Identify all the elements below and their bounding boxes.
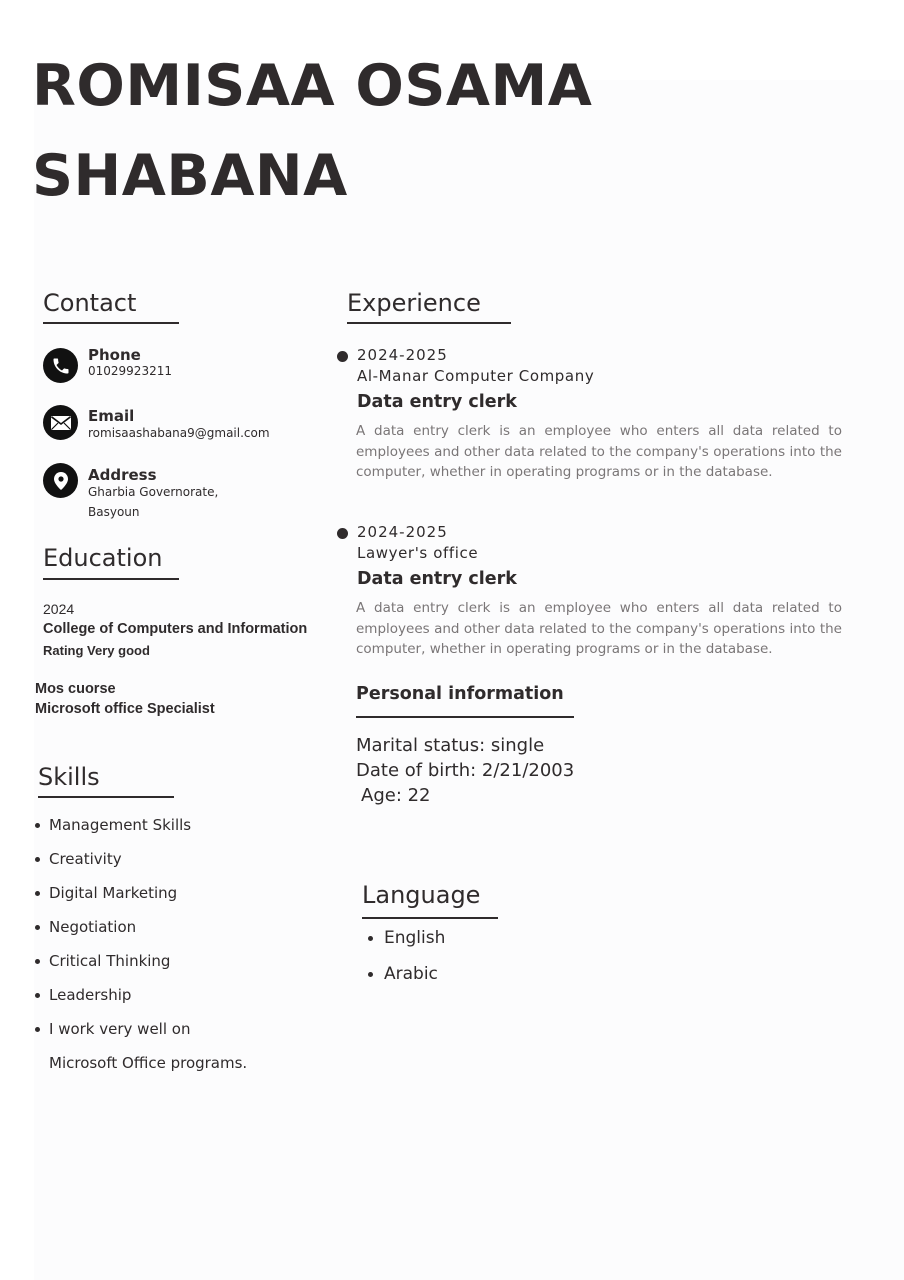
personal-info-heading: Personal information [356,684,564,704]
experience-company: Lawyer's office [357,544,479,562]
skill-item: Management Skills [35,816,191,834]
education-year: 2024 [43,601,75,617]
phone-icon [43,348,78,383]
bullet-dot [35,857,40,862]
skill-item: I work very well on [35,1020,190,1038]
bullet-dot [35,891,40,896]
full-name-line-2: SHABANA [32,143,348,209]
skill-item: Leadership [35,986,131,1004]
bullet-dot [368,972,373,977]
education-heading: Education [43,544,163,572]
skills-heading-rule [38,796,174,798]
bullet-dot [35,823,40,828]
language-heading-rule [362,917,498,919]
education-heading-rule [43,578,179,580]
timeline-dot [337,351,348,362]
location-pin-icon [43,463,78,498]
bullet-dot [35,1027,40,1032]
skill-item: Creativity [35,850,122,868]
email-value: romisaashabana9@gmail.com [88,426,270,440]
language-item: English [368,928,445,948]
marital-status: Marital status: single [356,735,545,756]
experience-heading-rule [347,322,511,324]
skill-item: Critical Thinking [35,952,170,970]
experience-heading: Experience [347,289,481,317]
date-of-birth: Date of birth: 2/21/2003 [356,760,575,781]
page-background [34,80,904,1280]
phone-label: Phone [88,346,141,364]
timeline-dot [337,528,348,539]
experience-role: Data entry clerk [357,392,517,412]
experience-years: 2024-2025 [357,523,448,541]
experience-role: Data entry clerk [357,569,517,589]
bullet-dot [35,925,40,930]
experience-years: 2024-2025 [357,346,448,364]
email-label: Email [88,407,135,425]
bullet-dot [368,936,373,941]
phone-value: 01029923211 [88,364,172,378]
bullet-dot [35,959,40,964]
language-heading: Language [362,881,481,909]
language-item: Arabic [368,964,438,984]
skill-item: Negotiation [35,918,136,936]
age: Age: 22 [361,785,431,806]
course-title: Mos cuorse [35,681,116,697]
skill-item: Digital Marketing [35,884,177,902]
bullet-dot [35,993,40,998]
education-school: College of Computers and Information [43,621,308,637]
contact-heading: Contact [43,289,137,317]
full-name-line-1: ROMISAA OSAMA [32,53,593,119]
envelope-icon [43,405,78,440]
course-name: Microsoft office Specialist [35,701,215,717]
experience-description: A data entry clerk is an employee who enters all data related to employees and other data related to the company's operations into the computer, whether in operating programs or in the database. [356,423,842,480]
skill-item-continuation: Microsoft Office programs. [49,1054,248,1072]
education-rating: Rating Very good [43,643,150,658]
address-label: Address [88,466,157,484]
experience-description: A data entry clerk is an employee who enters all data related to employees and other data related to the company's operations into the computer, whether in operating programs or in the database. [356,600,842,657]
skills-heading: Skills [38,763,100,791]
personal-info-heading-rule [356,716,574,718]
address-line-2: Basyoun [88,505,140,519]
address-line-1: Gharbia Governorate, [88,485,219,499]
contact-heading-rule [43,322,179,324]
experience-company: Al-Manar Computer Company [357,367,595,385]
